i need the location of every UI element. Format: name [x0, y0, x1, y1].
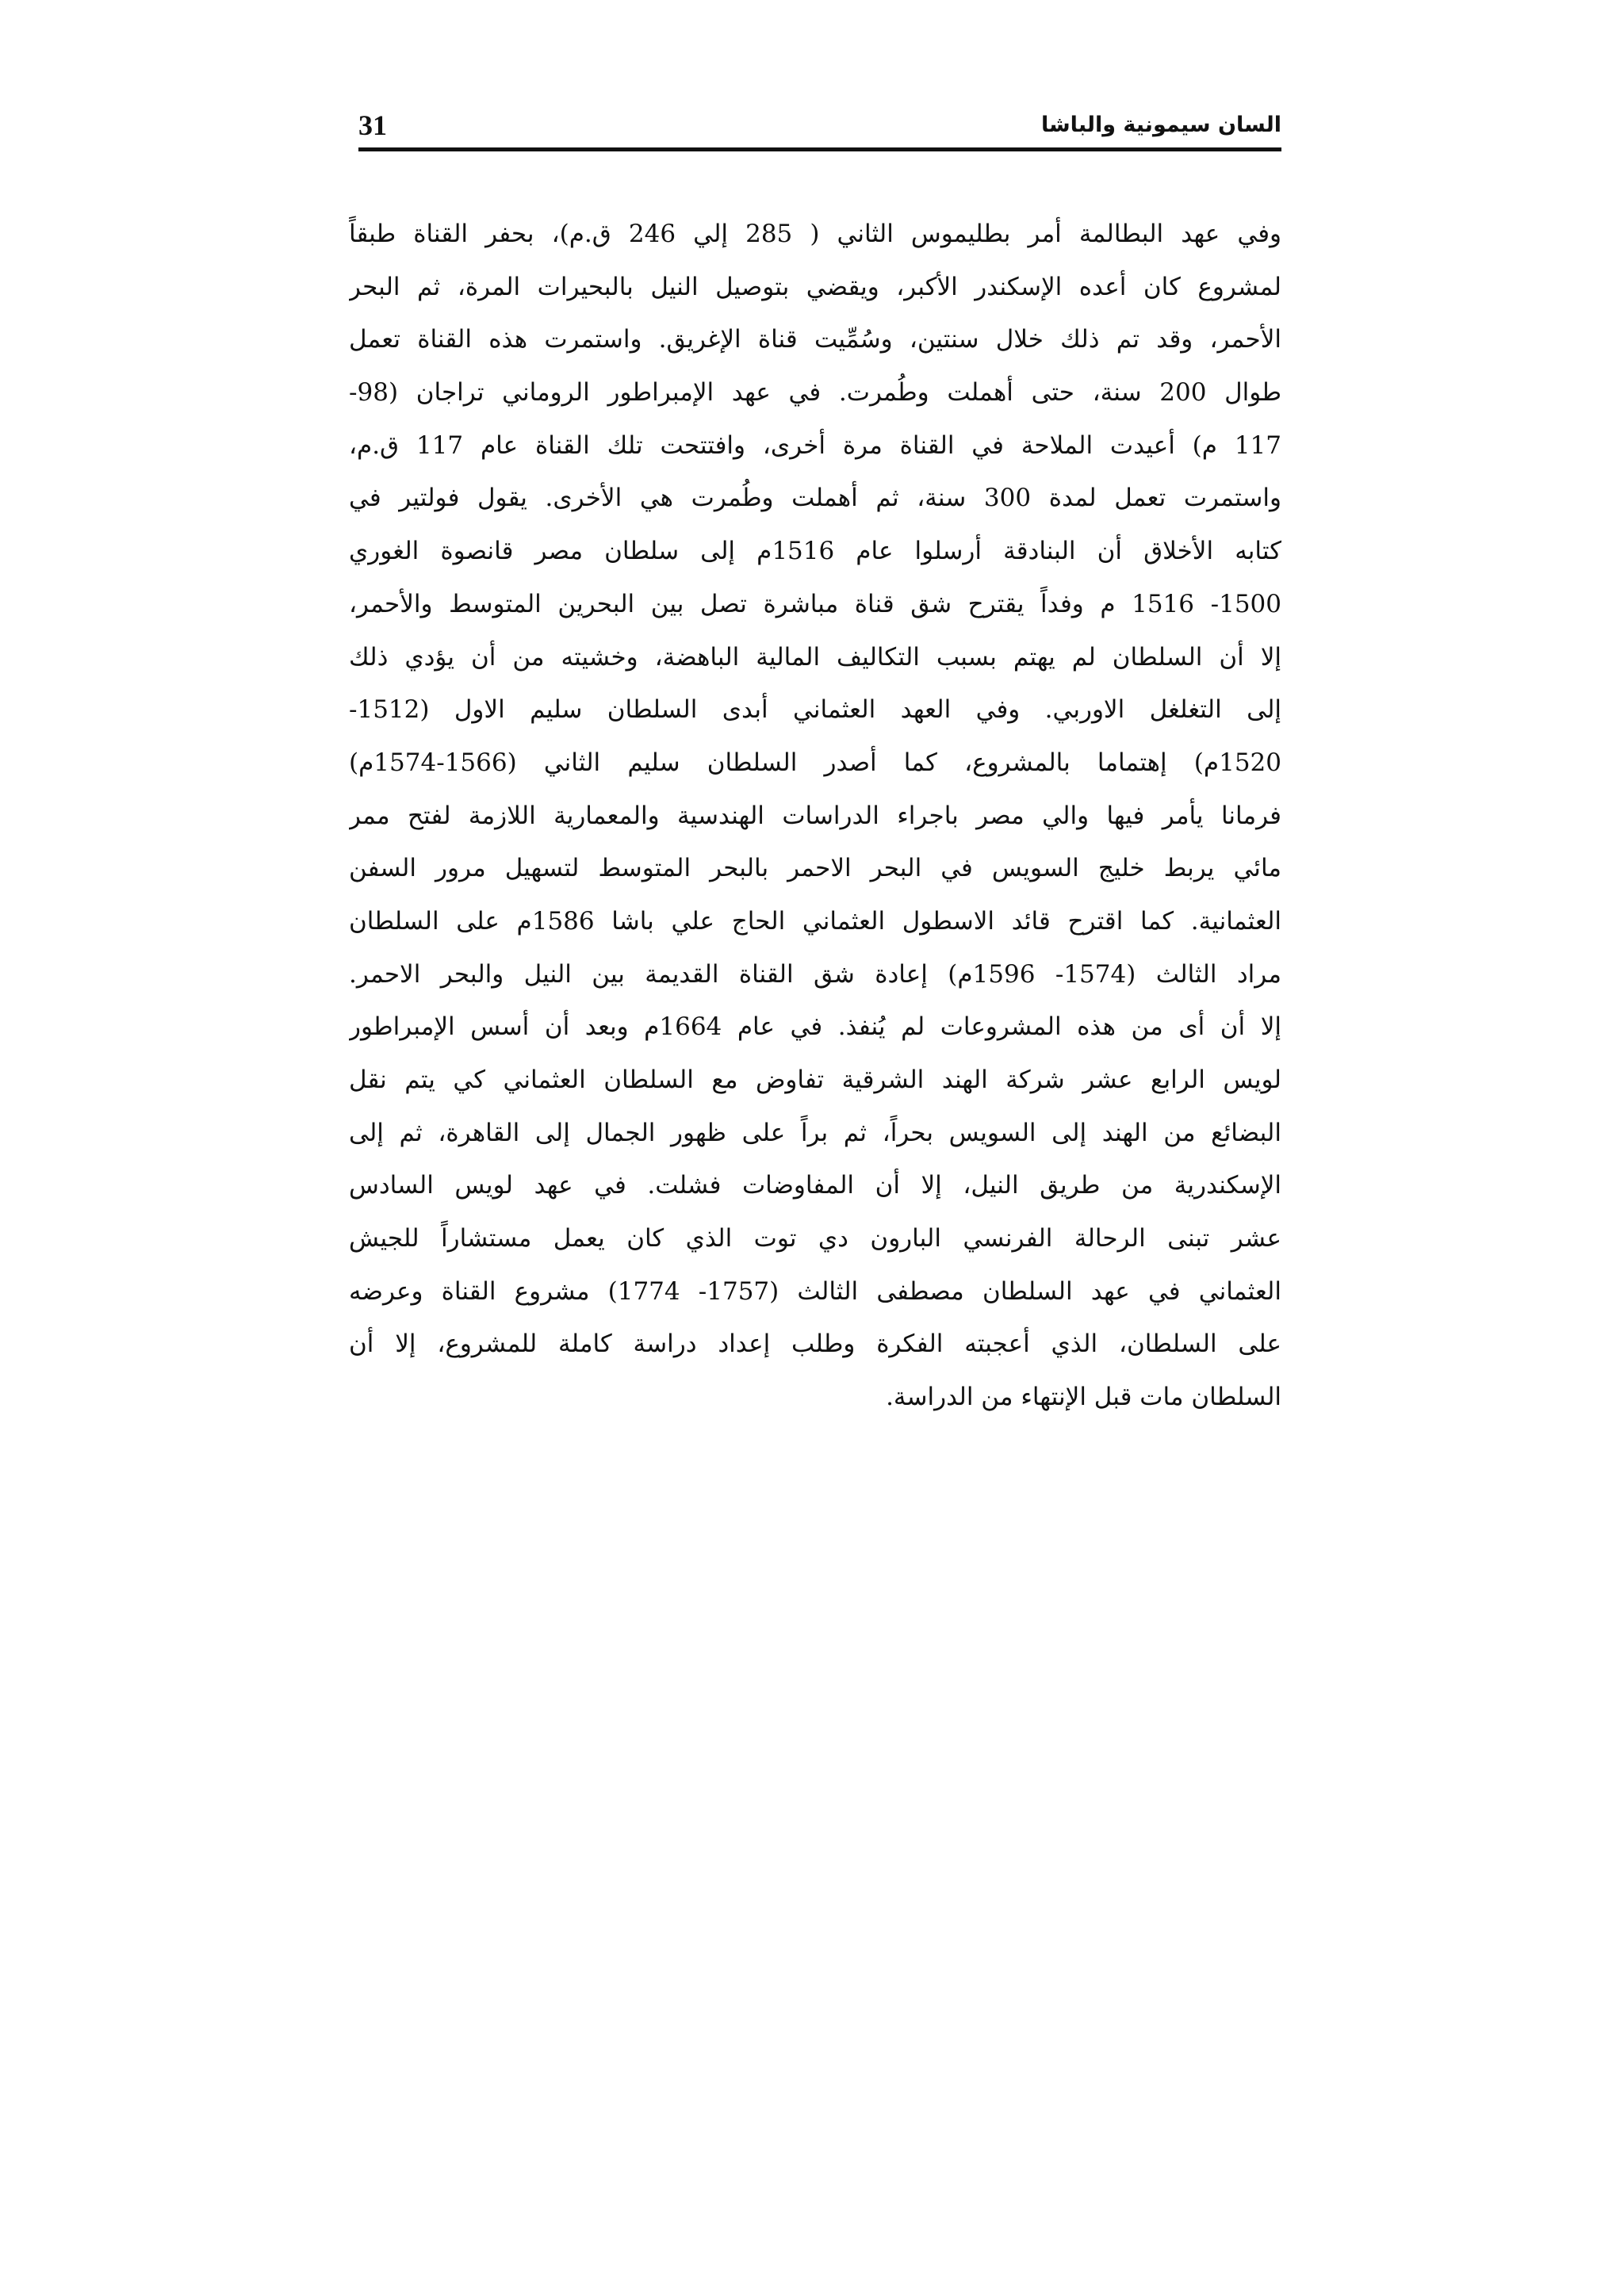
body-paragraph [349, 208, 1281, 1424]
text-line: الأحمر، وقد تم ذلك خلال سنتين، وسُمِّيت قناة الإغريق. واستمرت هذه القناة تعمل [349, 325, 1281, 354]
text-line: فرمانا يأمر فيها والي مصر باجراء الدراسات الهندسية والمعمارية اللازمة لفتح ممر [349, 801, 1281, 830]
text-line: العثماني في عهد السلطان مصطفى الثالث (1757- 1774) مشروع القناة وعرضه [349, 1276, 1281, 1306]
text-line: كتابه الأخلاق أن البنادقة أرسلوا عام 1516م إلى سلطان مصر قانصوة الغوري [349, 537, 1281, 566]
text-line: الإسكندرية من طريق النيل، إلا أن المفاوضات فشلت. في عهد لويس السادس [349, 1171, 1281, 1200]
text-line: طوال 200 سنة، حتى أهملت وطُمرت. في عهد الإمبراطور الروماني تراجان (98- [349, 378, 1281, 408]
text-line: العثمانية. كما اقترح قائد الاسطول العثماني الحاج علي باشا 1586م على السلطان [349, 906, 1281, 936]
text-line: على السلطان، الذي أعجبته الفكرة وطلب إعداد دراسة كاملة للمشروع، إلا أن [349, 1330, 1281, 1359]
text-line: مراد الثالث (1574- 1596م) إعادة شق القناة القديمة بين النيل والبحر الاحمر. [349, 959, 1281, 989]
text-line: إلى التغلغل الاوربي. وفي العهد العثماني أبدى السلطان سليم الاول (1512- [349, 695, 1281, 725]
text-line: لمشروع كان أعده الإسكندر الأكبر، ويقضي بتوصيل النيل بالبحيرات المرة، ثم البحر [349, 272, 1281, 301]
text-line: 1520م) إهتماما بالمشروع، كما أصدر السلطان سليم الثاني (1566-1574م) [349, 748, 1281, 777]
text-line: السلطان مات قبل الإنتهاء من الدراسة. [886, 1383, 1281, 1412]
text-line: مائي يربط خليج السويس في البحر الاحمر بالبحر المتوسط لتسهيل مرور السفن [349, 854, 1281, 883]
text-line: لويس الرابع عشر شركة الهند الشرقية تفاوض مع السلطان العثماني كي يتم نقل [349, 1066, 1281, 1094]
text-line: إلا أن أى من هذه المشروعات لم يُنفذ. في عام 1664م وبعد أن أسس الإمبراطور [349, 1012, 1281, 1042]
running-header [358, 98, 1281, 152]
text-line: إلا أن السلطان لم يهتم بسبب التكاليف المالية الباهضة، وخشيته من أن يؤدي ذلك [349, 642, 1281, 672]
text-line: واستمرت تعمل لمدة 300 سنة، ثم أهملت وطُمرت هي الأخرى. يقول فولتير في [349, 484, 1281, 513]
running-title: السان سيمونية والباشا [1040, 113, 1281, 137]
page-number: 31 [358, 109, 387, 141]
text-line: 1500- 1516 م وفداً يقترح شق قناة مباشرة تصل بين البحرين المتوسط والأحمر، [349, 589, 1281, 618]
text-line: وفي عهد البطالمة أمر بطليموس الثاني ( 285 إلي 246 ق.م)، بحفر القناة طبقاً [349, 220, 1281, 248]
text-line: 117 م) أعيدت الملاحة في القناة مرة أخرى، وافتتحت تلك القناة عام 117 ق.م، [349, 430, 1281, 460]
header-rule [358, 147, 1281, 151]
text-line: عشر تبنى الرحالة الفرنسي البارون دي توت الذي كان يعمل مستشاراً للجيش [349, 1224, 1281, 1253]
text-line: البضائع من الهند إلى السويس بحراً، ثم براً على ظهور الجمال إلى القاهرة، ثم إلى [349, 1118, 1281, 1147]
